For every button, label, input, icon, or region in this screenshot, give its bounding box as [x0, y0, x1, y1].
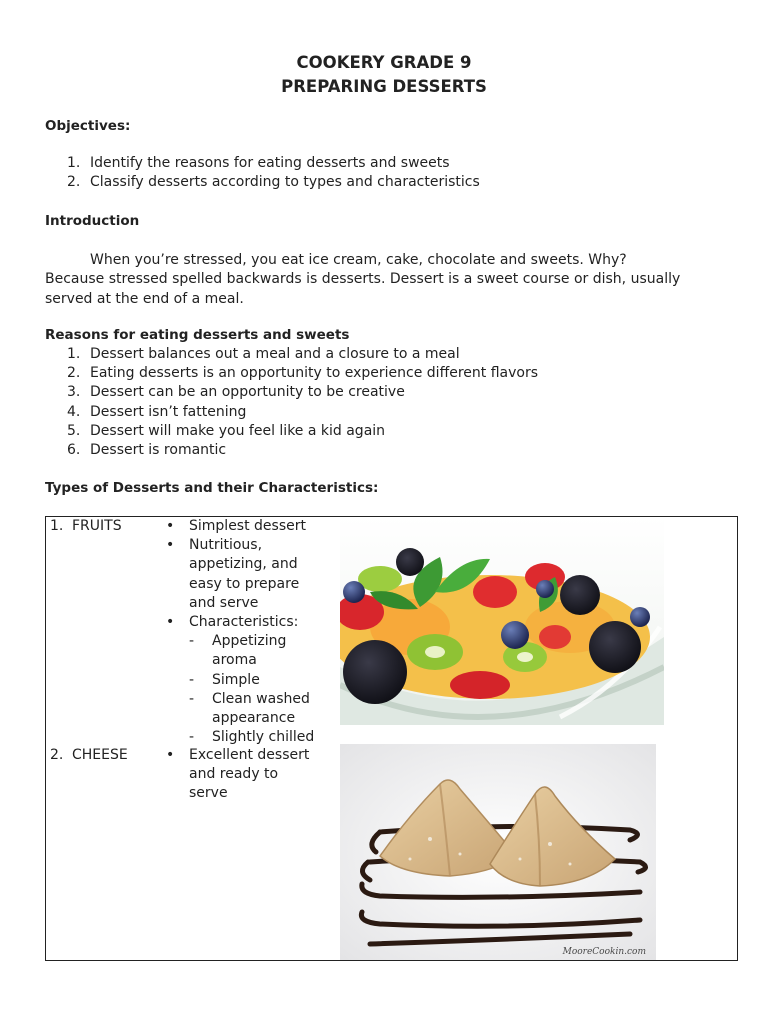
bullet-dot: • — [166, 537, 175, 554]
document-title — [0, 51, 768, 99]
dash-marker: - — [189, 729, 195, 746]
dessert-types-table — [45, 516, 738, 961]
bullet-text: Simplest dessert — [189, 518, 306, 534]
bullet-text-line: and serve — [189, 594, 259, 611]
fruits-bullets — [161, 517, 341, 747]
bullet-text-line: serve — [189, 785, 228, 802]
title-line-2: PREPARING DESSERTS — [281, 77, 487, 96]
reason-item — [45, 383, 538, 402]
fruits-number: 1. — [50, 518, 64, 534]
reason-text: Dessert is romantic — [90, 442, 227, 459]
characteristic-line: appearance — [212, 710, 296, 727]
bullet-text: Characteristics: — [189, 614, 299, 631]
reason-number: 2. — [67, 365, 81, 382]
intro-line: When you’re stressed, you eat ice cream, cake, chocolate and sweets. Why? — [90, 252, 627, 268]
reason-item — [45, 441, 538, 460]
reason-number: 1. — [67, 346, 81, 362]
characteristic-item — [189, 671, 341, 690]
cheese-bullet-excellent — [161, 746, 341, 804]
cheese-bullets — [161, 746, 341, 804]
objectives-list — [45, 154, 480, 192]
fruits-bullet-nutritious — [161, 536, 341, 613]
reason-item — [45, 364, 538, 383]
reason-text: Dessert can be an opportunity to be creative — [90, 384, 405, 401]
intro-line: served at the end of a meal. — [45, 290, 244, 307]
objectives-heading: Objectives: — [45, 118, 131, 134]
dash-marker: - — [189, 671, 195, 688]
reason-item — [45, 345, 538, 364]
reason-item — [45, 422, 538, 441]
characteristic-line: Clean washed — [212, 690, 310, 707]
characteristic-item — [189, 632, 341, 670]
bullet-text-line: appetizing, and — [189, 556, 298, 573]
reasons-heading: Reasons for eating desserts and sweets — [45, 327, 350, 343]
fruits-name: FRUITS — [72, 518, 122, 534]
characteristic-item — [189, 728, 341, 747]
cheese-label — [50, 746, 128, 765]
cheese-number: 2. — [50, 747, 64, 763]
objective-number: 2. — [67, 174, 81, 191]
introduction-paragraph — [45, 251, 695, 309]
reason-text: Dessert will make you feel like a kid again — [90, 422, 386, 439]
characteristic-line: Simple — [212, 671, 260, 688]
bullet-text-line: Excellent dessert — [189, 747, 310, 763]
characteristic-line: Appetizing — [212, 633, 287, 650]
reason-text: Dessert balances out a meal and a closure to a meal — [90, 346, 460, 362]
watermark-text: MooreCookin.com — [562, 947, 646, 957]
intro-line: Because stressed spelled backwards is desserts. Dessert is a sweet course or dish, usually — [45, 271, 681, 288]
characteristic-item — [189, 690, 341, 728]
fruits-bullet-simplest — [161, 517, 341, 536]
bullet-text-line: and ready to — [189, 766, 279, 783]
reason-number: 5. — [67, 422, 81, 439]
objective-text: Classify desserts according to types and characteristics — [90, 174, 480, 191]
objective-text: Identify the reasons for eating desserts and sweets — [90, 155, 450, 171]
fruit-salad-photo — [340, 517, 664, 725]
reason-text: Eating desserts is an opportunity to experience different flavors — [90, 365, 539, 382]
dash-marker: - — [189, 690, 195, 707]
fruits-label — [50, 517, 122, 536]
reason-number: 4. — [67, 403, 81, 420]
title-line-1: COOKERY GRADE 9 — [296, 53, 472, 72]
bullet-dot: • — [166, 614, 175, 631]
reasons-list — [45, 345, 538, 460]
cheese-pastry-photo — [340, 744, 656, 960]
reason-text: Dessert isn’t fattening — [90, 403, 247, 420]
introduction-heading: Introduction — [45, 213, 140, 229]
reason-number: 6. — [67, 442, 81, 459]
objective-item — [45, 154, 480, 173]
reason-item — [45, 403, 538, 422]
fruits-bullet-characteristics — [161, 613, 341, 747]
types-heading: Types of Desserts and their Characteristics: — [45, 480, 379, 496]
characteristics-list — [189, 632, 341, 747]
bullet-dot: • — [166, 518, 175, 534]
bullet-text-line: Nutritious, — [189, 537, 263, 554]
objective-number: 1. — [67, 155, 81, 171]
cheese-name: CHEESE — [72, 747, 128, 763]
characteristic-line: aroma — [212, 652, 257, 669]
reason-number: 3. — [67, 384, 81, 401]
characteristic-line: Slightly chilled — [212, 729, 315, 746]
dash-marker: - — [189, 633, 195, 650]
objective-item — [45, 173, 480, 192]
bullet-dot: • — [166, 747, 175, 763]
bullet-text-line: easy to prepare — [189, 575, 300, 592]
